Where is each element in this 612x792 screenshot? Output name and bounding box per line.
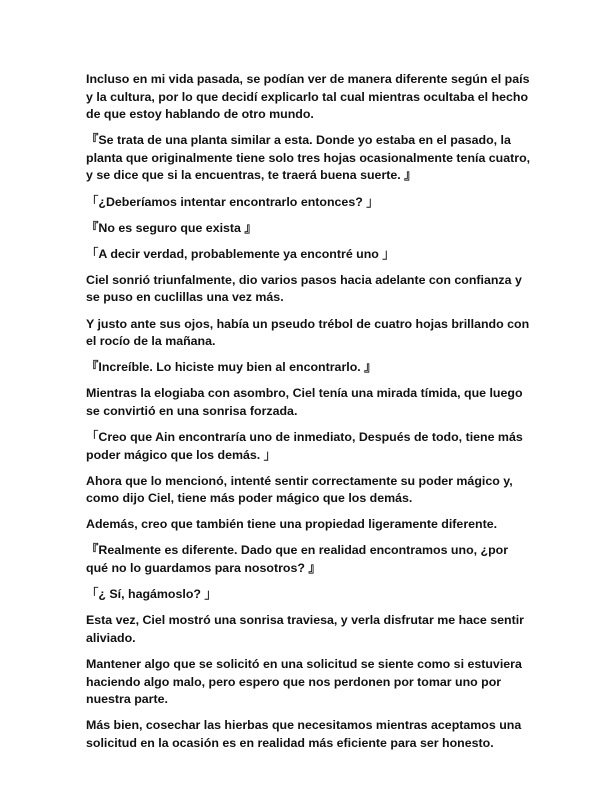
paragraph: Ciel sonrió triunfalmente, dio varios pasos hacia adelante con confianza y se puso en cuclillas una vez más. xyxy=(86,272,522,305)
paragraph: Mantener algo que se solicitó en una solicitud se siente como si estuviera haciendo algo malo, pero espero que nos perdonen por tomar uno por nuestra parte. xyxy=(86,656,522,707)
dialogue-line: 「A decir verdad, probablemente ya encontré uno 」 xyxy=(86,246,395,261)
paragraph: Además, creo que también tiene una propiedad ligeramente diferente. xyxy=(86,517,498,532)
paragraph: Y justo ante sus ojos, había un pseudo trébol de cuatro hojas brillando con el rocío de la mañana. xyxy=(86,316,530,349)
paragraph: Esta vez, Ciel mostró una sonrisa traviesa, y verla disfrutar me hace sentir aliviado. xyxy=(86,613,524,645)
paragraph: Mientras la elogiaba con asombro, Ciel tenía una mirada tímida, que luego se convirtió en una sonrisa forzada. xyxy=(86,386,523,418)
paragraph: Incluso en mi vida pasada, se podían ver de manera diferente según el país y la cultura, por lo que decidí explicarlo tal cual mientras ocultaba el hecho de que estoy hablando de otro mundo. xyxy=(86,72,530,122)
dialogue-line: 「¿ Sí, hagámoslo? 」 xyxy=(86,587,217,602)
dialogue-line: 「Creo que Ain encontraría uno de inmediato, Después de todo, tiene más poder mágico que los demás. 」 xyxy=(86,430,523,462)
dialogue-line: 『No es seguro que exista 』 xyxy=(86,220,257,235)
paragraph: Ahora que lo mencionó, intenté sentir correctamente su poder mágico y, como dijo Ciel, tiene más poder mágico que los demás. xyxy=(86,473,513,506)
paragraph: Más bien, cosechar las hierbas que necesitamos mientras aceptamos una solicitud en la ocasión es en realidad más eficiente para ser honesto. xyxy=(86,718,522,750)
document-body xyxy=(86,71,532,761)
dialogue-line: 『Increíble. Lo hiciste muy bien al encontrarlo. 』 xyxy=(86,360,377,375)
dialogue-line: 『Se trata de una planta similar a esta. Donde yo estaba en el pasado, la planta que originalmente tiene solo tres hojas ocasionalmente tenía cuatro, y se dice que si la encuentras, te traerá buena suerte. 』 xyxy=(86,133,531,183)
dialogue-line: 「¿Deberíamos intentar encontrarlo entonces? 」 xyxy=(86,194,379,209)
dialogue-line: 『Realmente es diferente. Dado que en realidad encontramos uno, ¿por qué no lo guardamos para nosotros? 』 xyxy=(86,543,509,576)
